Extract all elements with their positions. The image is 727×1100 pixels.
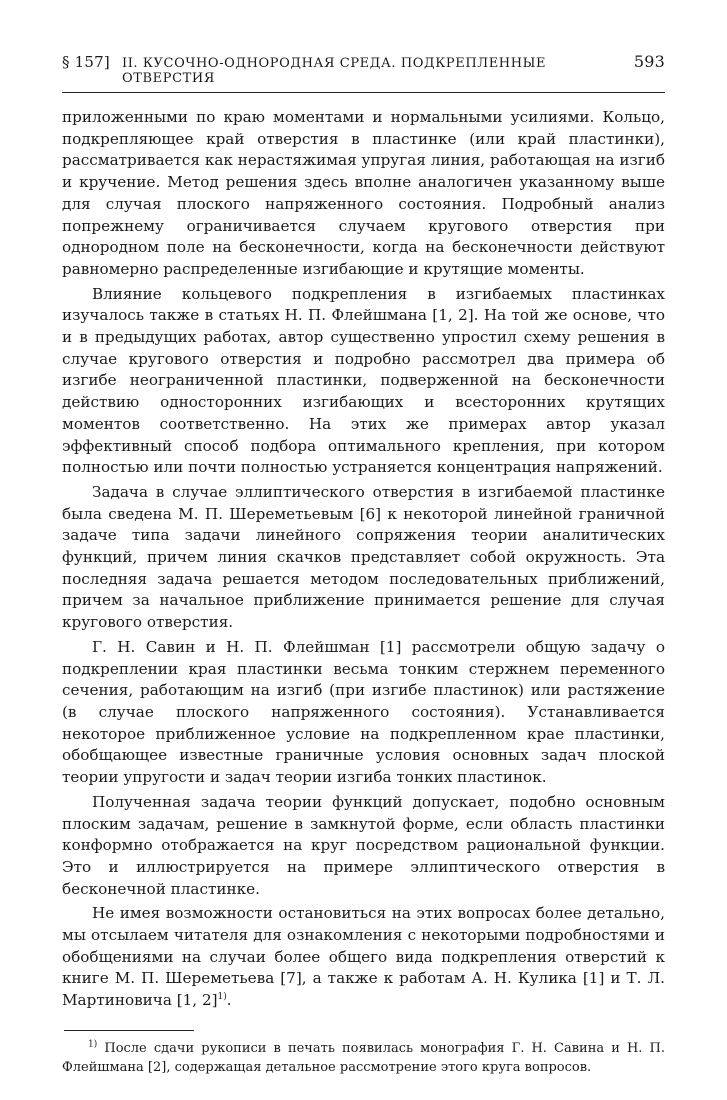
- running-title: II. КУСОЧНО-ОДНОРОДНАЯ СРЕДА. ПОДКРЕПЛЕННЫЕ ОТВЕРСТИЯ: [121, 56, 547, 86]
- footnote-reference: 1): [217, 992, 227, 1003]
- footnote-marker: 1): [88, 1039, 98, 1050]
- page-number: 593: [633, 52, 665, 71]
- paragraph-6: [62, 903, 665, 1012]
- running-header: [62, 52, 665, 93]
- paragraph-2: Влияние кольцевого подкрепления в изгибаемых пластинках изучалось также в статьях Н. П. Флейшмана [1, 2]. На той же основе, что и в предыдущих работах, автор существенно упростил схему решения в случае кругового отверстия и подробно рассмотрел два примера об изгибе неограниченной пластинки, подверженной на бесконечности действию односторонних изгибающих и всесторонних крутящих моментов соответственно. На этих же примерах автор указал эффективный способ подбора оптимального крепления, при котором полностью или почти полностью устраняется концентрация напряжений.: [62, 284, 665, 477]
- footnote-text: После сдачи рукописи в печать появилась монография Г. Н. Савина и Н. П. Флейшмана [2], содержащая детальное рассмотрение этого круга вопросов.: [62, 1040, 665, 1075]
- paragraph-5: Полученная задача теории функций допускает, подобно основным плоским задачам, решение в замкнутой форме, если область пластинки конформно отображается на круг посредством рациональной функции. Это и иллюстрируется на примере эллиптического отверстия в бесконечной пластинке.: [62, 792, 665, 898]
- paragraph-4: Г. Н. Савин и Н. П. Флейшман [1] рассмотрели общую задачу о подкреплении края пластинки весьма тонким стержнем переменного сечения, работающим на изгиб (при изгибе пластинок) или растяжение (в случае плоского напряженного состояния). Устанавливается некоторое приближенное условие на подкрепленном крае пластинки, обобщающее известные граничные условия основных задач плоской теории упругости и задач теории изгиба тонких пластинок.: [62, 637, 665, 787]
- paragraph-1: приложенными по краю моментами и нормальными усилиями. Кольцо, подкрепляющее край отверстия в пластинке (или край пластинки), рассматривается как нерастяжимая упругая линия, работающая на изгиб и кручение. Метод решения здесь вполне аналогичен указанному выше для случая плоского напряженного состояния. Подробный анализ попрежнему ограничивается случаем кругового отверстия при однородном поле на бесконечности, когда на бесконечности действуют равномерно распределенные изгибающие и крутящие моменты.: [62, 108, 665, 278]
- section-number: § 157]: [62, 53, 110, 71]
- paragraph-6-text: Не имея возможности остановиться на этих вопросах более детально, мы отсылаем читателя для ознакомления с некоторыми подробностями и обобщениями на случаи более общего вида подкрепления отверстий к книге М. П. Шереметьева [7], а также к работам А. Н. Кулика [1] и Т. Л. Мартиновича [1, 2]: [62, 904, 665, 1010]
- footnote-divider: [64, 1030, 194, 1031]
- main-text: [62, 107, 665, 1012]
- footnote: [62, 1039, 665, 1077]
- footnote-paragraph: [62, 1039, 665, 1077]
- paragraph-3: Задача в случае эллиптического отверстия в изгибаемой пластинке была сведена М. П. Шереметьевым [6] к некоторой линейной граничной задаче типа задачи линейного сопряжения теории аналитических функций, причем линия скачков представляет собой окружность. Эта последняя задача решается методом последовательных приближений, причем за начальное приближение принимается решение для случая кругового отверстия.: [62, 482, 665, 632]
- paragraph-6-end: .: [226, 991, 232, 1010]
